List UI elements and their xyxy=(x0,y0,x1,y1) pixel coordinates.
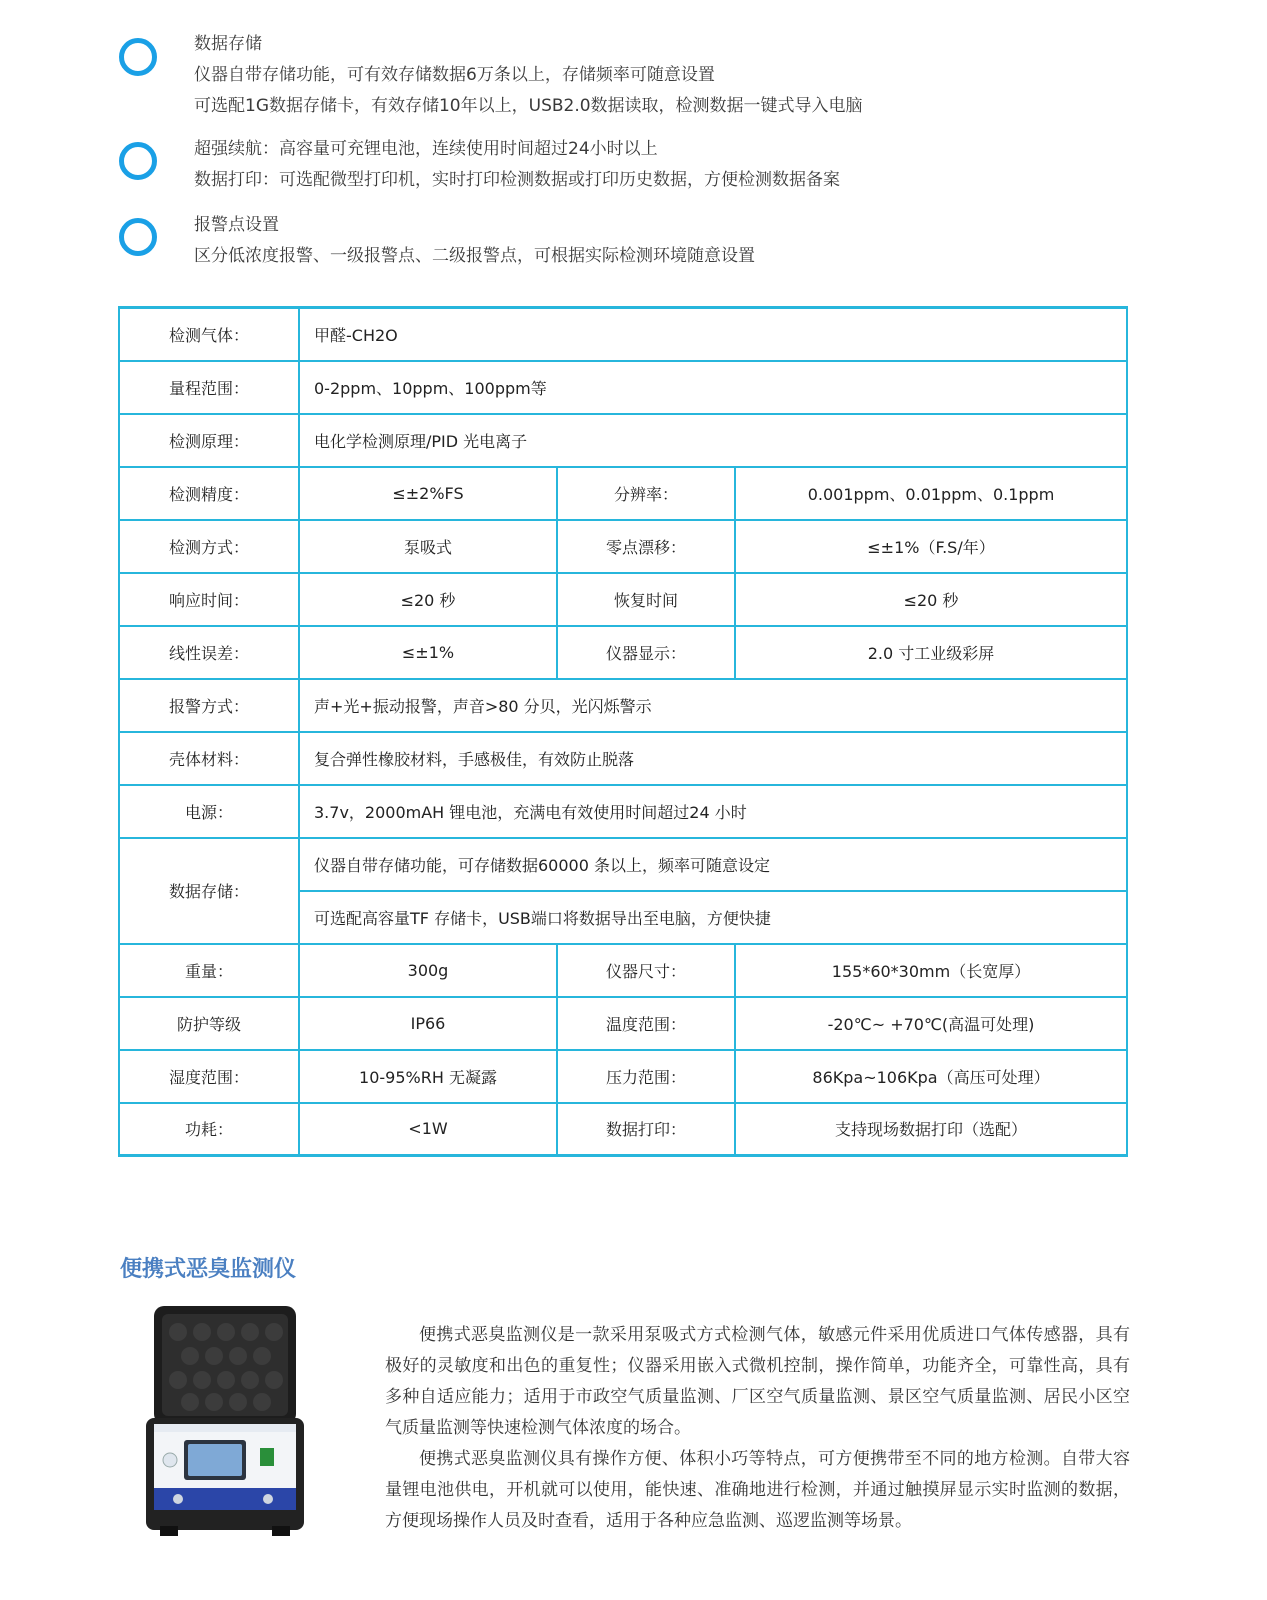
spec-value: ≤±1%（F.S/年） xyxy=(735,520,1127,573)
table-row xyxy=(119,1050,1127,1103)
feature-text: 区分低浓度报警、一级报警点、二级报警点，可根据实际检测环境随意设置 xyxy=(194,246,755,266)
spec-label: 分辨率： xyxy=(557,467,735,520)
spec-label: 检测原理： xyxy=(119,414,299,467)
spec-label: 检测方式： xyxy=(119,520,299,573)
spec-label: 量程范围： xyxy=(119,361,299,414)
table-row xyxy=(119,626,1127,679)
spec-value: 0-2ppm、10ppm、100ppm等 xyxy=(299,361,1127,414)
spec-value: 2.0 寸工业级彩屏 xyxy=(735,626,1127,679)
spec-label: 线性误差： xyxy=(119,626,299,679)
spec-label: 重量： xyxy=(119,944,299,997)
description-paragraph: 便携式恶臭监测仪是一款采用泵吸式方式检测气体，敏感元件采用优质进口气体传感器，具有极好的灵敏度和出色的重复性；仪器采用嵌入式微机控制，操作简单，功能齐全，可靠性高，具有多种自适应能力；适用于市政空气质量监测、厂区空气质量监测、景区空气质量监测、居民小区空气质量监测等快速检测气体浓度的场合。 xyxy=(385,1325,1130,1438)
spec-value: 仪器自带存储功能，可存储数据60000 条以上，频率可随意设定 xyxy=(299,838,1127,891)
table-row xyxy=(119,732,1127,785)
spec-value: 300g xyxy=(299,944,557,997)
spec-value: <1W xyxy=(299,1103,557,1156)
table-row xyxy=(119,944,1127,997)
spec-value: 复合弹性橡胶材料，手感极佳，有效防止脱落 xyxy=(299,732,1127,785)
spec-label: 防护等级 xyxy=(119,997,299,1050)
feature-heading: 报警点设置 xyxy=(194,215,279,235)
spec-label: 检测气体： xyxy=(119,308,299,361)
spec-label: 功耗： xyxy=(119,1103,299,1156)
table-row xyxy=(119,308,1127,361)
spec-label: 压力范围： xyxy=(557,1050,735,1103)
spec-value: 泵吸式 xyxy=(299,520,557,573)
spec-label: 温度范围： xyxy=(557,997,735,1050)
spec-value: ≤±2%FS xyxy=(299,467,557,520)
spec-value: ≤20 秒 xyxy=(299,573,557,626)
spec-label: 壳体材料： xyxy=(119,732,299,785)
section-title: 便携式恶臭监测仪 xyxy=(120,1257,297,1282)
description-paragraph: 便携式恶臭监测仪具有操作方便、体积小巧等特点，可方便携带至不同的地方检测。自带大容量锂电池供电，开机就可以使用，能快速、准确地进行检测，并通过触摸屏显示实时监测的数据，方便现场操作人员及时查看，适用于各种应急监测、巡逻监测等场景。 xyxy=(385,1449,1130,1531)
spec-value: 电化学检测原理/PID 光电离子 xyxy=(299,414,1127,467)
spec-label: 仪器尺寸： xyxy=(557,944,735,997)
spec-label: 数据存储： xyxy=(119,838,299,944)
spec-label: 仪器显示： xyxy=(557,626,735,679)
spec-value: 可选配高容量TF 存储卡，USB端口将数据导出至电脑，方便快捷 xyxy=(299,891,1127,944)
spec-value: 3.7v，2000mAH 锂电池，充满电有效使用时间超过24 小时 xyxy=(299,785,1127,838)
feature-text: 仪器自带存储功能，可有效存储数据6万条以上，存储频率可随意设置 xyxy=(194,65,715,85)
table-row xyxy=(119,785,1127,838)
spec-value: 声+光+振动报警，声音>80 分贝，光闪烁警示 xyxy=(299,679,1127,732)
table-row xyxy=(119,1103,1127,1156)
spec-value: IP66 xyxy=(299,997,557,1050)
spec-label: 数据打印： xyxy=(557,1103,735,1156)
table-row xyxy=(119,997,1127,1050)
spec-value: 86Kpa~106Kpa（高压可处理） xyxy=(735,1050,1127,1103)
table-row xyxy=(119,573,1127,626)
spec-label: 湿度范围： xyxy=(119,1050,299,1103)
spec-value: 甲醛-CH2O xyxy=(299,308,1127,361)
spec-value: 155*60*30mm（长宽厚） xyxy=(735,944,1127,997)
table-row xyxy=(119,467,1127,520)
feature-heading: 数据存储 xyxy=(194,34,262,54)
table-row xyxy=(119,838,1127,891)
spec-label: 恢复时间 xyxy=(557,573,735,626)
table-row xyxy=(119,414,1127,467)
spec-value: ≤20 秒 xyxy=(735,573,1127,626)
spec-label: 报警方式： xyxy=(119,679,299,732)
device-image xyxy=(140,1300,310,1540)
spec-label: 电源： xyxy=(119,785,299,838)
spec-value: -20℃~ +70℃(高温可处理) xyxy=(735,997,1127,1050)
spec-label: 检测精度： xyxy=(119,467,299,520)
spec-label: 响应时间： xyxy=(119,573,299,626)
table-row xyxy=(119,520,1127,573)
spec-table xyxy=(118,306,1128,1157)
feature-ring-icon xyxy=(119,38,157,76)
feature-heading: 超强续航：高容量可充锂电池，连续使用时间超过24小时以上 xyxy=(194,139,658,159)
spec-value: 0.001ppm、0.01ppm、0.1ppm xyxy=(735,467,1127,520)
feature-text: 数据打印：可选配微型打印机，实时打印检测数据或打印历史数据，方便检测数据备案 xyxy=(194,170,840,190)
spec-value: ≤±1% xyxy=(299,626,557,679)
spec-value: 10-95%RH 无凝露 xyxy=(299,1050,557,1103)
feature-text: 可选配1G数据存储卡，有效存储10年以上，USB2.0数据读取，检测数据一键式导入电脑 xyxy=(194,96,863,116)
feature-ring-icon xyxy=(119,142,157,180)
table-row xyxy=(119,679,1127,732)
spec-label: 零点漂移： xyxy=(557,520,735,573)
feature-ring-icon xyxy=(119,218,157,256)
table-row xyxy=(119,361,1127,414)
spec-value: 支持现场数据打印（选配） xyxy=(735,1103,1127,1156)
